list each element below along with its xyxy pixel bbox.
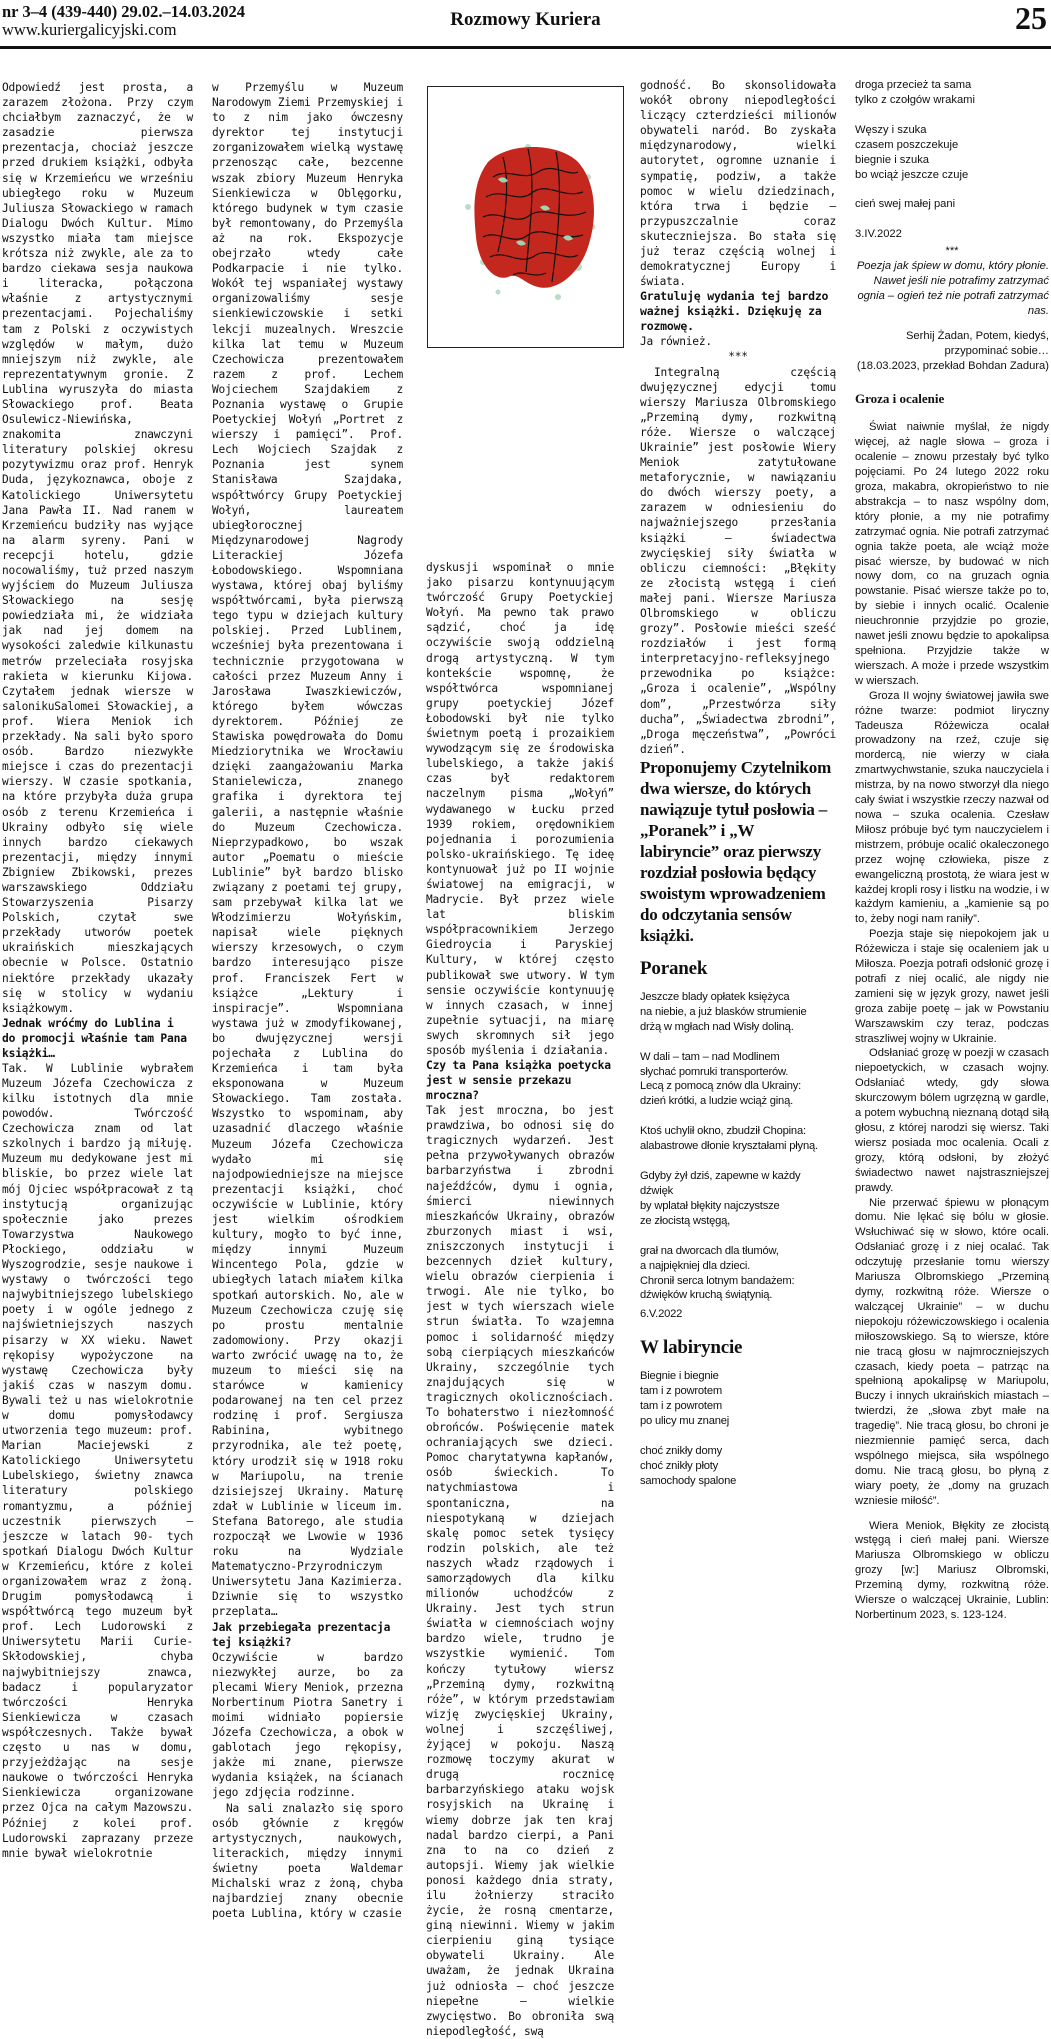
poem-date: 6.V.2022: [640, 1308, 683, 1321]
body-paragraph: Oczywiście w bardzo niezwykłej aurze, bo za plecami Wiery Meniok, przezna Norbertinum Piotra Sanetry i moimi widniało popiersie Józefa Czechowicza, a obok w gablotach jego rękopisy, jakże mi znane, pierwsze wydania książek, na ścianach jego zdjęcia rodzinne.: [212, 1650, 403, 1800]
poem-line: choć znikły domy: [640, 1444, 722, 1457]
poem-line: drżą w mgłach nad Wisły doliną.: [640, 1020, 794, 1033]
poem-stanza: [640, 1169, 836, 1229]
poem-line: biegnie i szuka: [855, 153, 930, 166]
body-paragraph: Tak jest mroczna, bo jest prawdziwa, bo odnosi się do tragicznych wydarzeń. Jest pełna przywoływanych obrazów barbarzyństwa i zbrodni najeźdźców, dymu i ognia, śmierci niewinnych mieszkańców Ukrainy, obrazów zburzonych miast i wsi, zniszczonych instytucji i bezcennych dzieł kultury, wielu obrazów cierpienia i trwogi. Ale nie tylko, bo jest w tych wierszach wiele strun światła. To wzajemna pomoc i solidarność między sobą cierpiących mieszkańców Ukrainy, szczególnie tych znajdujących się w tragicznych okolicznościach. To bohaterstwo i niezłomność obrońców. Poświęcenie matek ochraniających swe dzieci. Pomoc charytatywna kapłanów, osób świeckich. To natychmiastowa i spontaniczna, na niespotykaną w dziejach skalę pomoc setek tysięcy rodzin polskich, ale też naszych władz rządowych i samorządowych dla kilku milionów uchodźców z Ukrainy. Jest tych strun światła w ciemnościach wojny bardzo wiele, trudno je wszystkie wymienić. Tom kończy tytułowy wiersz „Przeminą dymy, rozkwitną róże”, w którym przedstawiam wizję zwycięskiej Ukrainy, wolnej i szczęśliwej, żyjącej w pokoju. Naszą rozmowę toczymy akurat w drugą rocznicę barbarzyńskiego ataku wojsk rosyjskich na Ukrainę i wiemy dobrze jak ten kraj nadal bardzo cierpi, a Pani zna to na co dzień z autopsji. Wiemy jak wielkie ponosi każdego dnia straty, ilu żołnierzy straciło życie, że rosną cmentarze, giną niewinni. Wiemy w jakim cierpieniu giną tysiące obywateli Ukrainy. Ale uważam, że jednak Ukraina już odniosła – choć jeszcze niepełne – wielkie zwycięstwo. Bo obroniła swą niepodległość, swą: [426, 1104, 614, 2038]
column-3: [426, 560, 614, 2039]
motto-source: (18.03.2023, przekład Bohdan Zadura): [856, 359, 1049, 372]
body-paragraph: Nie przerwać śpiewu w płonącym domu. Nie lękać się bólu w głosie. Wsłuchiwać się w słowo, które ocali. Odsłaniać grozę i z niej ocalać. Tak odczytuję przesłanie tomu wierszy Mariusza Olbromskiego „Przeminą dymy, rozkwitną róże. Wiersze o walczącej Ukrainie” – w duchu niepokoju różewiczowskiego i ocalenia miłoszowskiego. Są to wiersze, które nie tracą głosu w najmroczniejszych czasach, kiedy poeta – patrząc na spełnioną apokalipsę w Mariupolu, Buczy i innych ukraińskich miastach – twierdzi, że „słowa zbyt małe na tragedię”. Nie tracą głosu, bo chroni je niezmiennie pamięć serca, dach wspólnego miejsca, siła wspólnego domu. Nie tracą głosu, bo płyną z wiary poety, że „domy na gruzach wzniesie miłość”.: [855, 1196, 1049, 1507]
poem-line: Lecą z pomocą znów dla Ukrainy:: [640, 1080, 802, 1093]
poem-stanza: [640, 1369, 836, 1429]
poem-line: W dali – tam – nad Modlinem: [640, 1050, 780, 1063]
poem-line: czasem poszczekuje: [855, 138, 959, 151]
poem-line: po ulicy mu znanej: [640, 1414, 730, 1427]
illustration-svg: [428, 87, 623, 347]
body-paragraph: godność. Bo skonsolidowała wokół obrony niepodległości liczący czterdzieści milionów obywateli naród. Bo zyskała międzynarodowy, wielki autorytet, ogromne uznanie i sympatię, podziw, a także pomoc w wielu dziedzinach, która trwa i będzie – przypuszczalnie coraz skuteczniejsza. Bo stała się już teraz częścią wolnej i demokratycznej Europy i świata.: [640, 79, 836, 289]
body-paragraph: w Przemyślu w Muzeum Narodowym Ziemi Przemyskiej i to z nim jako ówczesny dyrektor tej instytucji zorganizowałem wielką wystawę przenosząc całe, bezcenne wszak zbiory Muzeum Henryka Sienkiewicza w Oblęgorku, którego budynek w tym czasie był remontowany, do Przemyśla aż na rok. Ekspozycje obejrzało wtedy całe Podkarpacie i nie tylko. Wokół tej wspaniałej wystawy organizowaliśmy sesje sienkiewiczowskie i setki lekcji muzealnych. Wreszcie kilka lat temu w Muzeum Czechowicza prezentowałem razem z prof. Lechem Wojciechem Szajdakiem z Poznania wystawę o Grupie Poetyckiej Wołyń „Portret z wierszy i pamięci”. Prof. Lech Wojciech Szajdak z Poznania jest synem Stanisława Szajdaka, współtwórcy Grupy Poetyckiej Wołyń, laureatem ubiegłorocznej Międzynarodowej Nagrody Literackiej Józefa Łobodowskiego. Wspomniana wystawa, której obaj byliśmy współtwórcami, była pierwszą tego typu w dziejach kultury polskiej. Przed Lublinem, wcześniej była prezentowana i technicznie przygotowana w całości przez Muzeum Anny i Jarosława Iwaszkiewiczów, którego byłem wówczas dyrektorem. Później ze Stawiska powędrowała do Domu Miedziorytnika we Wrocławiu dzięki zaangażowaniu Marka Stanielewicza, znanego grafika i dyrektora tej galerii, a następnie właśnie do Muzeum Czechowicza. Nieprzypadkowo, bo wszak autor „Poematu o mieście Lublinie” był bardzo blisko związany z poetami tej grupy, sam przebywał kilka lat we Włodzimierzu Wołyńskim, napisał wiele pięknych wierszy krzesowych, o czym bardzo interesująco pisze prof. Franciszek Fert w książce „Lektury i inspiracje”. Wspomniana wystawa już w zmodyfikowanej, bo dwujęzycznej wersji pojechała z Lublina do Krzemieńca i tam była eksponowana w Muzeum Słowackiego. Tam została. Wszystko to wspominam, aby uzasadnić dlaczego właśnie Muzeum Józefa Czechowicza wydało mi się najodpowiedniejsze na miejsce prezentacji książki, choć oczywiście w Lublinie, który jest wielkim ośrodkiem kultury, mogło to być inne, między innymi Muzeum Wincentego Pola, gdzie w ubiegłych latach miałem kilka spotkań autorskich. No, ale w Muzeum Czechowicza czuję się po prostu mentalnie zadomowiony. Przy okazji warto zwrócić uwagę na to, że muzeum to mieści się na starówce w kamienicy podarowanej na ten cel przez rodzinę i prof. Sergiusza Rabinina, wybitnego przyrodnika, ale też poetę, który urodził się w 1918 roku w Mariupolu, na trenie dzisiejszej Ukrainy. Maturę zdał w Lublinie w liceum im. Stefana Batorego, ale studia rozpoczął we Lwowie w 1936 roku na Wydziale Matematyczno-Przyrodniczym Uniwersytetu Jana Kazimierza. Dziwnie się to wszystko przeplata…: [212, 81, 403, 1619]
motto-source: Serhij Żadan, Potem, kiedyś, przypominać sobie…: [905, 329, 1049, 357]
site-url: www.kuriergalicyjski.com: [2, 20, 177, 39]
poem-line: by wplatał błękity najczystsze: [640, 1199, 780, 1212]
poem-line: cień swej małej pani: [855, 198, 956, 211]
book-cover-illustration: [427, 86, 624, 348]
poem-stanza: [640, 1244, 836, 1304]
page-header: [0, 0, 1051, 49]
poem-line: dźwięków kruchą świątynią.: [640, 1289, 773, 1302]
poem-line: tylko z czołgów wrakami: [855, 93, 975, 106]
poem-line: tam i z powrotem: [640, 1400, 722, 1413]
poem-line: samochody spalone: [640, 1474, 737, 1487]
chapter-heading: Groza i ocalenie: [855, 390, 945, 406]
body-paragraph: Poezja staje się niepokojem jak u Różewicza i staje się ocaleniem jak u Miłosza. Poezja potrafi odsłonić grozę i potrafi z niej ocalić, ale nigdy nie zamieni się w język grozy, nawet jeśli groza zabije poetę – jak w Powstaniu Warszawskim czy teraz, podczas straszliwej wojny w Ukrainie.: [855, 928, 1049, 1045]
poem-line: dzień krótki, a ludzie wciąż giną.: [640, 1095, 794, 1108]
issue-line: nr 3–4 (439-440) 29.02.–14.03.2024: [2, 2, 246, 21]
poem-poranek: [640, 990, 836, 1322]
poem-line: ze złocistą wstęgą,: [640, 1214, 731, 1227]
column-5: [855, 78, 1049, 1623]
column-4: [640, 78, 836, 1504]
poem-stanza: [640, 1050, 836, 1110]
poem-line: alabastrowe dłonie kryształami płyną.: [640, 1140, 818, 1153]
poem-w-labiryncie-continued: [855, 78, 1049, 242]
poem-line: a najpiękniej dla dzieci.: [640, 1259, 751, 1272]
section-title: Rozmowy Kuriera: [450, 9, 601, 30]
page-number: 25: [1015, 0, 1047, 36]
body-paragraph: Tak. W Lublinie wybrałem Muzeum Józefa Czechowicza z kilku istotnych dla mnie powodów. Twórczość Czechowicza znam od lat szkolnych i bardzo ją miłuję. Muzeum mu dedykowane jest mi bliskie, bo przez wiele lat mój Ojciec współpracował z tą instytucją organizując społecznie jako prezes Towarzystwa Naukowego Płockiego, oddziału w Wyszogrodzie, sesje naukowe i wystawy o twórczości tego najwybitniejszego lubelskiego poety i w ogóle jednego z najświetniejszych naszych pisarzy w XX wieku. Nawet rękopisy wypożyczone na wystawę Czechowicza były jakiś czas w naszym domu. Bywali też u nas wielokrotnie w domu pomysłodawcy utworzenia tego muzeum: prof. Marian Maciejewski z Katolickiego Uniwersytetu Lubelskiego, świetny znawca literatury polskiego romantyzmu, a później uczestnik pierwszych – jeszcze w latach 90- tych spotkań Dialogu Dwóch Kultur w Krzemieńcu, które z kolei organizowałem wraz z żoną. Drugim pomysłodawcą i współtwórcą tego muzeum był prof. Lech Ludorowski z Uniwersytetu Marii Curie-Skłodowskiej, chyba najwybitniejszy znawca, badacz i popularyzator twórczości Henryka Sienkiewicza w czasach współczesnych. Także bywał często u nas w domu, przyjeżdżając na sesje naukowe o twórczości Henryka Sienkiewicza organizowane przez Ojca na całym Mazowszu. Później z kolei prof. Ludorowski zaprazany przeze mnie bywał wielokrotnie: [2, 1061, 193, 1860]
poem-stanza: [640, 990, 836, 1035]
poem-stanza: [640, 1124, 836, 1154]
poem-title: W labiryncie: [640, 1337, 743, 1359]
body-paragraph: Integralną częścią dwujęzycznej edycji tomu wierszy Mariusza Olbromskiego „Przeminą dymy, rozkwitną róże. Wiersze o walczącej Ukrainie” jest posłowie Wiery Meniok zatytułowane metaforycznie, w nawiązaniu do dwóch wierszy poety, a zarazem w odniesieniu do najważniejszego przesłania książki – świadectwa zwycięskiej siły światła w obliczu ciemności: „Błękity ze złocistą wstęgą i cień małej pani. Wiersze Mariusza Olbromskiego w obliczu grozy”. Posłowie mieści sześć rozdziałów i jest formą interpretacyjno-refleksyjnego przewodnika po książce: „Groza i ocalenie”, „Wspólny dom”, „Przestwórza siły ducha”, „Świadectwa zbrodni”, „Droga męczeństwa”, „Powróci dzień”.: [640, 365, 836, 756]
poem-stanza: [640, 1444, 836, 1489]
interview-question: Czy ta Pana książka poetycka jest w sensie przekazu mroczna?: [426, 1059, 611, 1103]
poem-line: droga przecież ta sama: [855, 79, 972, 91]
body-paragraph: Świat naiwnie myślał, że nigdy więcej, aż nagle słowa – groza i ocalenie – znowu przestały być tylko pojęciami. Po 24 lutego 2022 roku groza, makabra, okropieństwo to nie abstrakcja – to nasz wspólny dom, który płonie, a my nie potrafimy zatrzymać ognia. Nie potrafi zatrzymać ognia także poeta, ale wciąż może pisać wiersze, by budować w nich nowy dom, co na gruzach ognia powstanie. Pisać wiersze także po to, by siebie i innych ocalić. Ocalenie nieuchronnie przyjdzie po grozie, nawet jeśli znowu będzie to apokalipsa spełniona. Przyjdzie także w wierszach. A może i przede wszystkim w wierszach.: [855, 421, 1049, 687]
poem-line: Jeszcze blady opłatek księżyca: [640, 990, 790, 1003]
poem-line: grał na dworcach dla tłumów,: [640, 1244, 779, 1257]
body-paragraph: Na sali znalazło się sporo osób głównie z kręgów artystycznych, naukowych, literackich, między innymi świetny poeta Waldemar Michalski wraz z żoną, chyba najbardziej znany obecnie poeta Lublina, który w czasie: [212, 1801, 403, 1921]
poem-line: Gdyby żył dziś, zapewne w każdy dźwięk: [640, 1170, 801, 1197]
motto-quote: Poezja jak śpiew w domu, który płonie. Nawet jeśli nie potrafimy zatrzymać ognia – ogień też nie potrafi zatrzymać nas.: [856, 260, 1049, 317]
poem-line: Ktoś uchylił okno, zbudził Chopina:: [640, 1125, 806, 1138]
poem-line: choć znikły płoty: [640, 1459, 719, 1472]
poem-line: tam i z powrotem: [640, 1385, 722, 1398]
separator-stars: ***: [728, 350, 748, 364]
poem-line: bo wciąż jeszcze czuje: [855, 168, 969, 181]
poem-line: na niebie, a już blasków strumienie: [640, 1005, 807, 1018]
separator-stars: ***: [945, 245, 959, 258]
interview-question: Gratuluję wydania tej bardzo ważnej książki. Dziękuję za rozmowę.: [640, 289, 829, 334]
poem-date: 3.IV.2022: [855, 228, 902, 241]
poem-line: Węszy i szuka: [855, 123, 927, 136]
poem-stanza: [855, 78, 1049, 108]
masthead-left: [2, 3, 245, 39]
poem-w-labiryncie: [640, 1369, 836, 1488]
poem-line: słychać pomruki transporterów.: [640, 1065, 789, 1078]
body-paragraph: Odpowiedź jest prosta, a zarazem złożona. Przy czym chciałbym zaznaczyć, że w zasadzie pierwsza prezentacja, chociaż jeszcze przed drukiem książki, odbyła się w Krzemieńcu we wrześniu ubiegłego roku w Muzeum Juliusza Słowackiego w ramach Dialogu Dwóch Kultur. Mimo wszystko miała tam miejsce krótsza niż zwykle, ale za to bardzo ciekawa sesja naukowa i literacka, połączona właśnie z artystycznymi prezentacjami. Pojechaliśmy tam z Polski z oczywistych względów w małym, dużo mniejszym niż zwykle, ale reprezentatywnym gronie. Z Lublina wyruszyła do miasta Słowackiego prof. Beata Osulewicz-Niewińska, znakomita znawczyni literatury polskiej okresu pozytywizmu oraz prof. Henryk Duda, językoznawca, oboje z Katolickiego Uniwersytetu Jana Pawła II. Nad ranem w Krzemieńcu budziły nas wyjące na alarm syreny. Pani w recepcji hotelu, gdzie nocowaliśmy, tuż przed naszym wyjściem do Muzeum Juliusza Słowackiego na sesję powiedziała mi, że widziała jak nad jej domem na wysokości zaledwie kilkunastu metrów przeleciała rosyjska rakieta w kierunku Kijowa. Czytałem jednak wiersze w salonikuSalomei Słowackiej, a prof. Wiera Meniok ich przekłady. Na sali było sporo osób. Bardzo niezwykłe miejsce i czas do prezentacji wierszy. W czasie spotkania, na które przybyła duża grupa osób z terenu Krzemieńca i Ukrainy odbyło się wiele innych bardzo ciekawych prezentacji, między innymi Zbigniew Zbikowski, prezes warszawskiego Oddziału Stowarzyszenia Pisarzy Polskich, czytał swe przekłady utworów poetek ukraińskich mieszkających obecnie w Polsce. Ostatnio niektóre przekłady ukazały się w stolicy w wydaniu książkowym.: [2, 81, 193, 1015]
poem-line: Chronił serca lotnym bandażem:: [640, 1274, 795, 1287]
interview-question: Jednak wróćmy do Lublina i do promocji właśnie tam Pana książki…: [2, 1016, 187, 1060]
poem-title: Poranek: [640, 957, 708, 979]
body-paragraph: Groza II wojny światowej jawiła swe różne twarze: podmiot liryczny Tadeusza Różewicza ocalał prowadzony na rzeź, czuje się mordercą, nie wierzy w ciała zmartwychwstanie, szuka nauczyciela i mistrza, by na nowo stworzył dla niego cały świat i wszystkie rzeczy nazwał od nowa – szuka ocalenia. Czesław Miłosz próbuje być tym nauczycielem i mistrzem, próbuje ocalić okaleczonego przez wojnę człowieka, pisze z ewangeliczną prostotą, że wiara jest w każdej kropli rosy i listku na wodzie, i w każdym kamieniu, a „kamienie są po to, żeby nogi nam raniły”.: [855, 689, 1049, 926]
body-paragraph: dyskusji wspominał o mnie jako pisarzu kontynuującym twórczość Grupy Poetyckiej Wołyń. Ma pewno tak prawo sądzić, choć ja idę oczywiście swoją oddzielną drogą artystyczną. W tym kontekście wspomnę, że współtwórca wspomnianej grupy poetyckiej Józef Łobodowski był nie tylko świetnym poetą i prozaikiem wywodzącym się ze środowiska lubelskiego, a także jakiś czas był redaktorem naczelnym pisma „Wołyń” wydawanego w Łucku przed 1939 rokiem, orędownikiem pojednania i porozumienia polsko-ukraińskiego. Tę ideę kontynuował już po II wojnie światowej na emigracji, w Madrycie. Był przez wiele lat bliskim współpracownikiem Jerzego Giedroycia i Paryskiej Kultury, w której często publikował swe utwory. W tym sensie oczywiście kontynuuję w innych czasach, w innej zupełnie sytuacji, na miarę swych skromnych sił jego sposób myślenia i działania.: [426, 561, 614, 1057]
poem-line: Biegnie i biegnie: [640, 1370, 719, 1383]
interview-question: Jak przebiegała prezentacja tej książki?: [212, 1620, 391, 1649]
promo-heading: Proponujemy Czytelnikom dwa wiersze, do których nawiązuje tytuł posłowia – „Poranek” i „W labiryncie” oraz pierwszy rozdział posłowia będący swoistym wprowadzeniem do odczytania sensów książki.: [640, 757, 832, 945]
body-paragraph: Odsłaniać grozę w poezji w czasach niepoetyckich, w czasach wojny. Odsłaniać wtedy, gdy słowa skurczowym bólem ugrzęzną w gardle, a potem wybuchną nieznaną dotąd siłą głosu, z której narodzi się wiersz. Taki wiersz posiada moc ocalenia. Ocali z grozy, którą odsłoni, by złożyć świadectwo nawet najstraszniejszej prawdy.: [855, 1047, 1049, 1194]
source-citation: Wiera Meniok, Błękity ze złocistą wstęgą i cień małej pani. Wiersze Mariusza Olbromskiego w obliczu grozy [w:] Mariusz Olbromski, Przeminą dymy, rozkwitną róże. Wiersze o walczącej Ukrainie, Lublin: Norbertinum 2023, s. 123-124.: [855, 1519, 1049, 1621]
poem-stanza: [855, 123, 1049, 183]
column-1: [2, 80, 193, 1861]
poem-stanza: [855, 197, 1049, 212]
column-2: [212, 80, 403, 1921]
interview-answer: Ja również.: [640, 335, 712, 349]
